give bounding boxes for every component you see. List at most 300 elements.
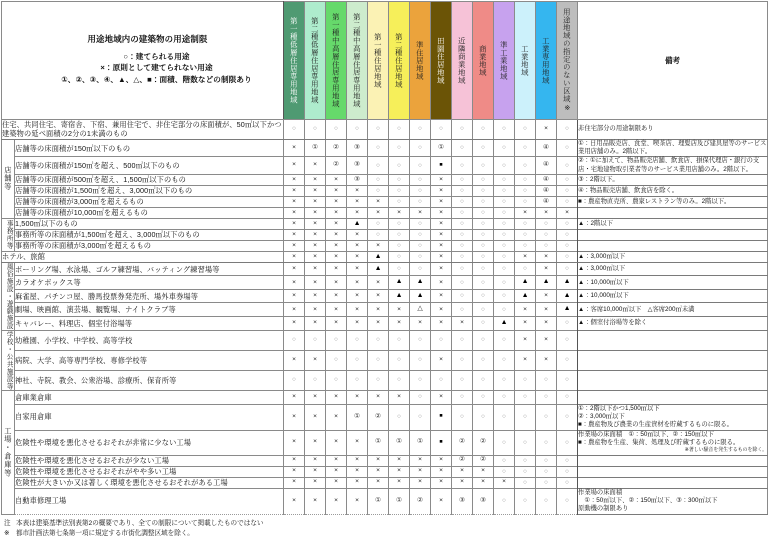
- cell-theater-z4: [347, 303, 368, 317]
- symbol-cross: ×: [292, 496, 296, 504]
- symbol-cross: ×: [334, 319, 338, 327]
- cell-factory-high-z5: [368, 477, 389, 488]
- symbol-circle: ○: [565, 497, 569, 505]
- symbol-cross: ×: [292, 456, 296, 464]
- cell-factory-verylow-z14: [557, 430, 578, 455]
- cell-shop-3000-z13: [536, 185, 557, 196]
- cell-auto-repair-z2: [305, 488, 326, 514]
- row-label-shop-150: 店舗等の床面積が150㎡以下のもの: [15, 139, 284, 157]
- cell-factory-verylow-z7: [410, 430, 431, 455]
- row-group-label-office: 事務所等: [2, 218, 15, 251]
- cell-office-1500-z2: [305, 218, 326, 229]
- symbol-circle: ○: [397, 356, 401, 364]
- symbol-numbered: ④: [542, 161, 550, 169]
- cell-kindergarten-z5: [368, 330, 389, 350]
- cell-warehouse-own-z11: [494, 404, 515, 430]
- zone-header-z2: [305, 2, 326, 120]
- symbol-cross: ×: [334, 241, 338, 249]
- cell-shop-3000-z14: [557, 185, 578, 196]
- cell-shop-over3000-z7: [410, 196, 431, 207]
- cell-hospital-z13: [536, 350, 557, 370]
- symbol-circle: ○: [460, 393, 464, 401]
- cell-shrine-z6: [389, 370, 410, 390]
- row-label-shop-3000: 店舗等の床面積が1,500㎡を超え、3,000㎡以下のもの: [15, 185, 284, 196]
- table-row: [2, 350, 768, 370]
- symbol-circle: ○: [397, 175, 401, 183]
- cell-warehouse-biz-z3: [326, 390, 347, 404]
- cell-office-3000-z13: [536, 229, 557, 240]
- symbol-circle: ○: [565, 336, 569, 344]
- cell-factory-verylow-z6: [389, 430, 410, 455]
- symbol-circle: ○: [523, 413, 527, 421]
- cell-hotel-z6: [389, 251, 410, 262]
- symbol-cross: ×: [292, 143, 296, 151]
- cell-shop-150-z11: [494, 139, 515, 157]
- cell-shrine-z9: [452, 370, 473, 390]
- cell-office-over3000-z3: [326, 240, 347, 251]
- cell-hotel-z3: [326, 251, 347, 262]
- cell-office-1500-z3: [326, 218, 347, 229]
- cell-shop-over3000-z11: [494, 196, 515, 207]
- symbol-circle: ○: [418, 230, 422, 238]
- cell-auto-repair-z12: [515, 488, 536, 514]
- table-row: [2, 477, 768, 488]
- symbol-circle: ○: [397, 219, 401, 227]
- cell-factory-high-z9: [452, 477, 473, 488]
- cell-shop-3000-z6: [389, 185, 410, 196]
- symbol-numbered: ③: [479, 496, 487, 504]
- cell-shop-over3000-z4: [347, 196, 368, 207]
- cell-shop-3000-z8: [431, 185, 452, 196]
- zone-header-z11: [494, 2, 515, 120]
- symbol-circle: ○: [502, 219, 506, 227]
- cell-shop-1500-z9: [452, 174, 473, 185]
- symbol-numbered: ②: [374, 412, 382, 420]
- cell-shop-over10000-z11: [494, 207, 515, 218]
- cell-shop-150-z14: [557, 139, 578, 157]
- zone-header-z12: [515, 2, 536, 120]
- symbol-cross: ×: [292, 278, 296, 286]
- symbol-circle: ○: [502, 265, 506, 273]
- cell-hotel-z5: [368, 251, 389, 262]
- symbol-cross: ×: [439, 186, 443, 194]
- cell-office-3000-z8: [431, 229, 452, 240]
- symbol-circle: ○: [355, 125, 359, 133]
- symbol-numbered: ①: [374, 496, 382, 504]
- remark-line: ②：①に加えて、物品販売店舗、飲食店、損保代理店・銀行の支店・宅地建物取引業者等のサービス業用店舗のみ。2階以下。: [578, 157, 760, 173]
- symbol-circle: ○: [460, 197, 464, 205]
- cell-housing-z6: [389, 120, 410, 140]
- cell-bowling-z9: [452, 262, 473, 276]
- cell-office-1500-z14: [557, 218, 578, 229]
- cell-shop-over10000-z6: [389, 207, 410, 218]
- row-label-shop-1500: 店舗等の床面積が500㎡を超え、1,500㎡以下のもの: [15, 174, 284, 185]
- cell-shop-3000-z4: [347, 185, 368, 196]
- symbol-triangle-filled: ▲: [563, 305, 571, 313]
- symbol-circle: ○: [523, 175, 527, 183]
- symbol-cross: ×: [544, 335, 548, 343]
- cell-hospital-z10: [473, 350, 494, 370]
- cell-factory-low-z8: [431, 455, 452, 466]
- cell-factory-high-z10: [473, 477, 494, 488]
- symbol-circle: ○: [397, 197, 401, 205]
- cell-hotel-z11: [494, 251, 515, 262]
- symbol-circle: ○: [523, 376, 527, 384]
- symbol-triangle-filled: ▲: [374, 264, 382, 272]
- row-label-hotel: ホテル、旅館: [2, 251, 284, 262]
- cell-office-1500-z5: [368, 218, 389, 229]
- symbol-cross: ×: [376, 278, 380, 286]
- cell-office-3000-z5: [368, 229, 389, 240]
- symbol-circle: ○: [460, 144, 464, 152]
- symbol-circle: ○: [460, 376, 464, 384]
- cell-factory-high-z3: [326, 477, 347, 488]
- symbol-circle: ○: [376, 144, 380, 152]
- symbol-cross: ×: [523, 355, 527, 363]
- cell-warehouse-own-z2: [305, 404, 326, 430]
- cell-shop-500-z3: [326, 157, 347, 175]
- remark-karaoke: [578, 276, 768, 290]
- symbol-cross: ×: [355, 278, 359, 286]
- zone-label-z1: 第一種低層住居専用地域: [289, 17, 299, 104]
- symbol-circle: ○: [481, 336, 485, 344]
- symbol-cross: ×: [334, 456, 338, 464]
- symbol-circle: ○: [397, 230, 401, 238]
- symbol-cross: ×: [439, 208, 443, 216]
- cell-factory-verylow-z1: [284, 430, 305, 455]
- symbol-cross: ×: [355, 478, 359, 486]
- cell-kindergarten-z2: [305, 330, 326, 350]
- cell-hospital-z4: [347, 350, 368, 370]
- cell-office-3000-z6: [389, 229, 410, 240]
- cell-shrine-z12: [515, 370, 536, 390]
- symbol-circle: ○: [397, 376, 401, 384]
- cell-office-over3000-z7: [410, 240, 431, 251]
- cell-office-3000-z12: [515, 229, 536, 240]
- symbol-circle: ○: [544, 413, 548, 421]
- cell-cabaret-z14: [557, 316, 578, 330]
- symbol-cross: ×: [313, 413, 317, 421]
- symbol-circle: ○: [565, 393, 569, 401]
- cell-theater-z12: [515, 303, 536, 317]
- cell-karaoke-z7: [410, 276, 431, 290]
- cell-shop-1500-z5: [368, 174, 389, 185]
- symbol-circle: ○: [376, 230, 380, 238]
- cell-hospital-z3: [326, 350, 347, 370]
- symbol-circle: ○: [460, 305, 464, 313]
- cell-warehouse-own-z1: [284, 404, 305, 430]
- cell-warehouse-own-z10: [473, 404, 494, 430]
- cell-shop-3000-z7: [410, 185, 431, 196]
- cell-factory-high-z8: [431, 477, 452, 488]
- cell-office-3000-z3: [326, 229, 347, 240]
- symbol-circle: ○: [481, 175, 485, 183]
- table-row: [2, 229, 768, 240]
- cell-bowling-z10: [473, 262, 494, 276]
- table-row: [2, 488, 768, 514]
- symbol-circle: ○: [502, 125, 506, 133]
- cell-office-3000-z1: [284, 229, 305, 240]
- cell-shrine-z11: [494, 370, 515, 390]
- symbol-cross: ×: [334, 186, 338, 194]
- cell-hotel-z10: [473, 251, 494, 262]
- symbol-circle: ○: [397, 144, 401, 152]
- symbol-circle: ○: [292, 336, 296, 344]
- symbol-numbered: ②: [332, 161, 340, 169]
- remark-line: 作業場の床面積: [578, 488, 623, 496]
- cell-office-over3000-z6: [389, 240, 410, 251]
- symbol-circle: ○: [481, 230, 485, 238]
- symbol-cross: ×: [355, 438, 359, 446]
- cell-office-3000-z11: [494, 229, 515, 240]
- cell-auto-repair-z3: [326, 488, 347, 514]
- cell-factory-verylow-z10: [473, 430, 494, 455]
- symbol-circle: ○: [460, 278, 464, 286]
- cell-factory-mid-z4: [347, 466, 368, 477]
- symbol-circle: ○: [565, 478, 569, 486]
- symbol-circle: ○: [565, 467, 569, 475]
- cell-office-3000-z4: [347, 229, 368, 240]
- symbol-circle: ○: [460, 241, 464, 249]
- symbol-circle: ○: [397, 241, 401, 249]
- table-row: [2, 120, 768, 140]
- symbol-cross: ×: [334, 208, 338, 216]
- symbol-cross: ×: [544, 125, 548, 133]
- symbol-circle: ○: [439, 376, 443, 384]
- symbol-numbered: ④: [542, 186, 550, 194]
- cell-housing-z7: [410, 120, 431, 140]
- cell-factory-high-z14: [557, 477, 578, 488]
- symbol-circle: ○: [544, 456, 548, 464]
- cell-mahjong-z6: [389, 289, 410, 303]
- cell-auto-repair-z13: [536, 488, 557, 514]
- cell-shop-500-z6: [389, 157, 410, 175]
- cell-housing-z14: [557, 120, 578, 140]
- row-label-auto-repair: 自動車修理工場: [15, 488, 284, 514]
- symbol-circle: ○: [460, 125, 464, 133]
- zoning-table: [1, 1, 768, 515]
- cell-shop-500-z7: [410, 157, 431, 175]
- cell-mahjong-z3: [326, 289, 347, 303]
- cell-factory-verylow-z4: [347, 430, 368, 455]
- symbol-cross: ×: [355, 496, 359, 504]
- symbol-cross: ×: [334, 197, 338, 205]
- symbol-circle: ○: [418, 413, 422, 421]
- symbol-circle: ○: [502, 456, 506, 464]
- legend-line-cross: ×：原則として建てられない用途: [100, 63, 213, 73]
- symbol-circle: ○: [481, 252, 485, 260]
- cell-factory-low-z12: [515, 455, 536, 466]
- cell-hospital-z14: [557, 350, 578, 370]
- cell-office-1500-z1: [284, 218, 305, 229]
- symbol-circle: ○: [565, 319, 569, 327]
- cell-shrine-z13: [536, 370, 557, 390]
- symbol-circle: ○: [418, 175, 422, 183]
- cell-warehouse-biz-z13: [536, 390, 557, 404]
- cell-shop-1500-z8: [431, 174, 452, 185]
- symbol-circle: ○: [481, 393, 485, 401]
- symbol-circle: ○: [313, 125, 317, 133]
- cell-factory-mid-z8: [431, 466, 452, 477]
- cell-housing-z12: [515, 120, 536, 140]
- remark-line: ②：3,000㎡以下: [578, 413, 625, 421]
- symbol-triangle-filled: ▲: [521, 278, 529, 286]
- cell-shop-over3000-z10: [473, 196, 494, 207]
- cell-housing-z11: [494, 120, 515, 140]
- cell-warehouse-biz-z14: [557, 390, 578, 404]
- cell-shop-500-z14: [557, 157, 578, 175]
- legend-block: [2, 2, 284, 120]
- symbol-circle: ○: [502, 413, 506, 421]
- cell-office-3000-z2: [305, 229, 326, 240]
- symbol-cross: ×: [292, 208, 296, 216]
- symbol-cross: ×: [523, 208, 527, 216]
- symbol-cross: ×: [481, 478, 485, 486]
- sheet-title: 用途地域内の建築物の用途制限: [87, 34, 208, 45]
- symbol-circle: ○: [460, 265, 464, 273]
- symbol-circle: ○: [418, 125, 422, 133]
- cell-housing-z9: [452, 120, 473, 140]
- symbol-cross: ×: [292, 252, 296, 260]
- cell-warehouse-own-z9: [452, 404, 473, 430]
- row-label-shop-500: 店舗等の床面積が150㎡を超え、500㎡以下のもの: [15, 157, 284, 175]
- cell-mahjong-z7: [410, 289, 431, 303]
- cell-auto-repair-z7: [410, 488, 431, 514]
- table-row: [2, 240, 768, 251]
- cell-warehouse-biz-z11: [494, 390, 515, 404]
- cell-warehouse-own-z4: [347, 404, 368, 430]
- symbol-circle: ○: [565, 413, 569, 421]
- symbol-cross: ×: [313, 219, 317, 227]
- cell-hotel-z8: [431, 251, 452, 262]
- symbol-triangle-open: △: [417, 305, 423, 313]
- symbol-circle: ○: [565, 197, 569, 205]
- symbol-circle: ○: [292, 125, 296, 133]
- cell-factory-verylow-z12: [515, 430, 536, 455]
- symbol-circle: ○: [481, 278, 485, 286]
- symbol-cross: ×: [292, 265, 296, 273]
- symbol-circle: ○: [502, 230, 506, 238]
- cell-hospital-z1: [284, 350, 305, 370]
- cell-factory-high-z6: [389, 477, 410, 488]
- row-label-warehouse-biz: 倉庫業倉庫: [15, 390, 284, 404]
- cell-factory-low-z13: [536, 455, 557, 466]
- symbol-cross: ×: [397, 319, 401, 327]
- cell-karaoke-z10: [473, 276, 494, 290]
- symbol-circle: ○: [523, 144, 527, 152]
- cell-mahjong-z14: [557, 289, 578, 303]
- symbol-cross: ×: [544, 355, 548, 363]
- cell-factory-high-z7: [410, 477, 431, 488]
- table-row: [2, 157, 768, 175]
- table-row: [2, 174, 768, 185]
- symbol-cross: ×: [292, 438, 296, 446]
- cell-shop-500-z10: [473, 157, 494, 175]
- symbol-circle: ○: [460, 413, 464, 421]
- symbol-cross: ×: [355, 208, 359, 216]
- symbol-triangle-filled: ▲: [563, 278, 571, 286]
- symbol-cross: ×: [439, 496, 443, 504]
- cell-factory-verylow-z2: [305, 430, 326, 455]
- table-header-row: [2, 2, 768, 120]
- remark-bowling: [578, 262, 768, 276]
- cell-hotel-z1: [284, 251, 305, 262]
- symbol-triangle-filled: ▲: [395, 291, 403, 299]
- symbol-circle: ○: [565, 241, 569, 249]
- symbol-cross: ×: [376, 292, 380, 300]
- symbol-cross: ×: [502, 478, 506, 486]
- cell-theater-z5: [368, 303, 389, 317]
- cell-shrine-z4: [347, 370, 368, 390]
- symbol-cross: ×: [565, 208, 569, 216]
- cell-shop-150-z12: [515, 139, 536, 157]
- symbol-cross: ×: [418, 319, 422, 327]
- cell-cabaret-z7: [410, 316, 431, 330]
- symbol-circle: ○: [544, 230, 548, 238]
- cell-factory-verylow-z13: [536, 430, 557, 455]
- remark-shop-3000: [578, 185, 768, 196]
- symbol-cross: ×: [439, 197, 443, 205]
- footnotes: [4, 519, 768, 539]
- symbol-square-filled: ■: [439, 161, 443, 168]
- table-row: [2, 390, 768, 404]
- row-label-office-1500: 1,500㎡以下のもの: [15, 218, 284, 229]
- symbol-cross: ×: [334, 393, 338, 401]
- cell-hospital-z9: [452, 350, 473, 370]
- cell-auto-repair-z8: [431, 488, 452, 514]
- symbol-circle: ○: [460, 219, 464, 227]
- symbol-circle: ○: [418, 356, 422, 364]
- zone-label-z10: 商業地域: [478, 44, 488, 77]
- row-label-karaoke: カラオケボックス等: [15, 276, 284, 290]
- symbol-cross: ×: [523, 335, 527, 343]
- symbol-circle: ○: [376, 186, 380, 194]
- cell-factory-mid-z9: [452, 466, 473, 477]
- symbol-circle: ○: [544, 467, 548, 475]
- cell-shop-500-z12: [515, 157, 536, 175]
- cell-theater-z3: [326, 303, 347, 317]
- symbol-cross: ×: [292, 230, 296, 238]
- cell-karaoke-z5: [368, 276, 389, 290]
- symbol-cross: ×: [355, 186, 359, 194]
- cell-factory-mid-z6: [389, 466, 410, 477]
- cell-cabaret-z9: [452, 316, 473, 330]
- cell-mahjong-z9: [452, 289, 473, 303]
- symbol-cross: ×: [355, 230, 359, 238]
- cell-mahjong-z8: [431, 289, 452, 303]
- cell-warehouse-own-z12: [515, 404, 536, 430]
- remark-line: ■：農産物を生産、集荷、処理及び貯蔵するものに限る。: [578, 439, 740, 447]
- symbol-cross: ×: [376, 208, 380, 216]
- cell-kindergarten-z7: [410, 330, 431, 350]
- cell-cabaret-z8: [431, 316, 452, 330]
- symbol-circle: ○: [565, 219, 569, 227]
- cell-shop-over10000-z13: [536, 207, 557, 218]
- cell-shop-150-z4: [347, 139, 368, 157]
- symbol-triangle-filled: ▲: [563, 291, 571, 299]
- cell-auto-repair-z6: [389, 488, 410, 514]
- table-row: [2, 430, 768, 455]
- symbol-circle: ○: [481, 197, 485, 205]
- symbol-circle: ○: [565, 265, 569, 273]
- cell-office-3000-z7: [410, 229, 431, 240]
- symbol-cross: ×: [292, 319, 296, 327]
- symbol-circle: ○: [355, 376, 359, 384]
- cell-mahjong-z4: [347, 289, 368, 303]
- remark-shop-over3000: [578, 196, 768, 207]
- table-row: [2, 207, 768, 218]
- cell-office-3000-z14: [557, 229, 578, 240]
